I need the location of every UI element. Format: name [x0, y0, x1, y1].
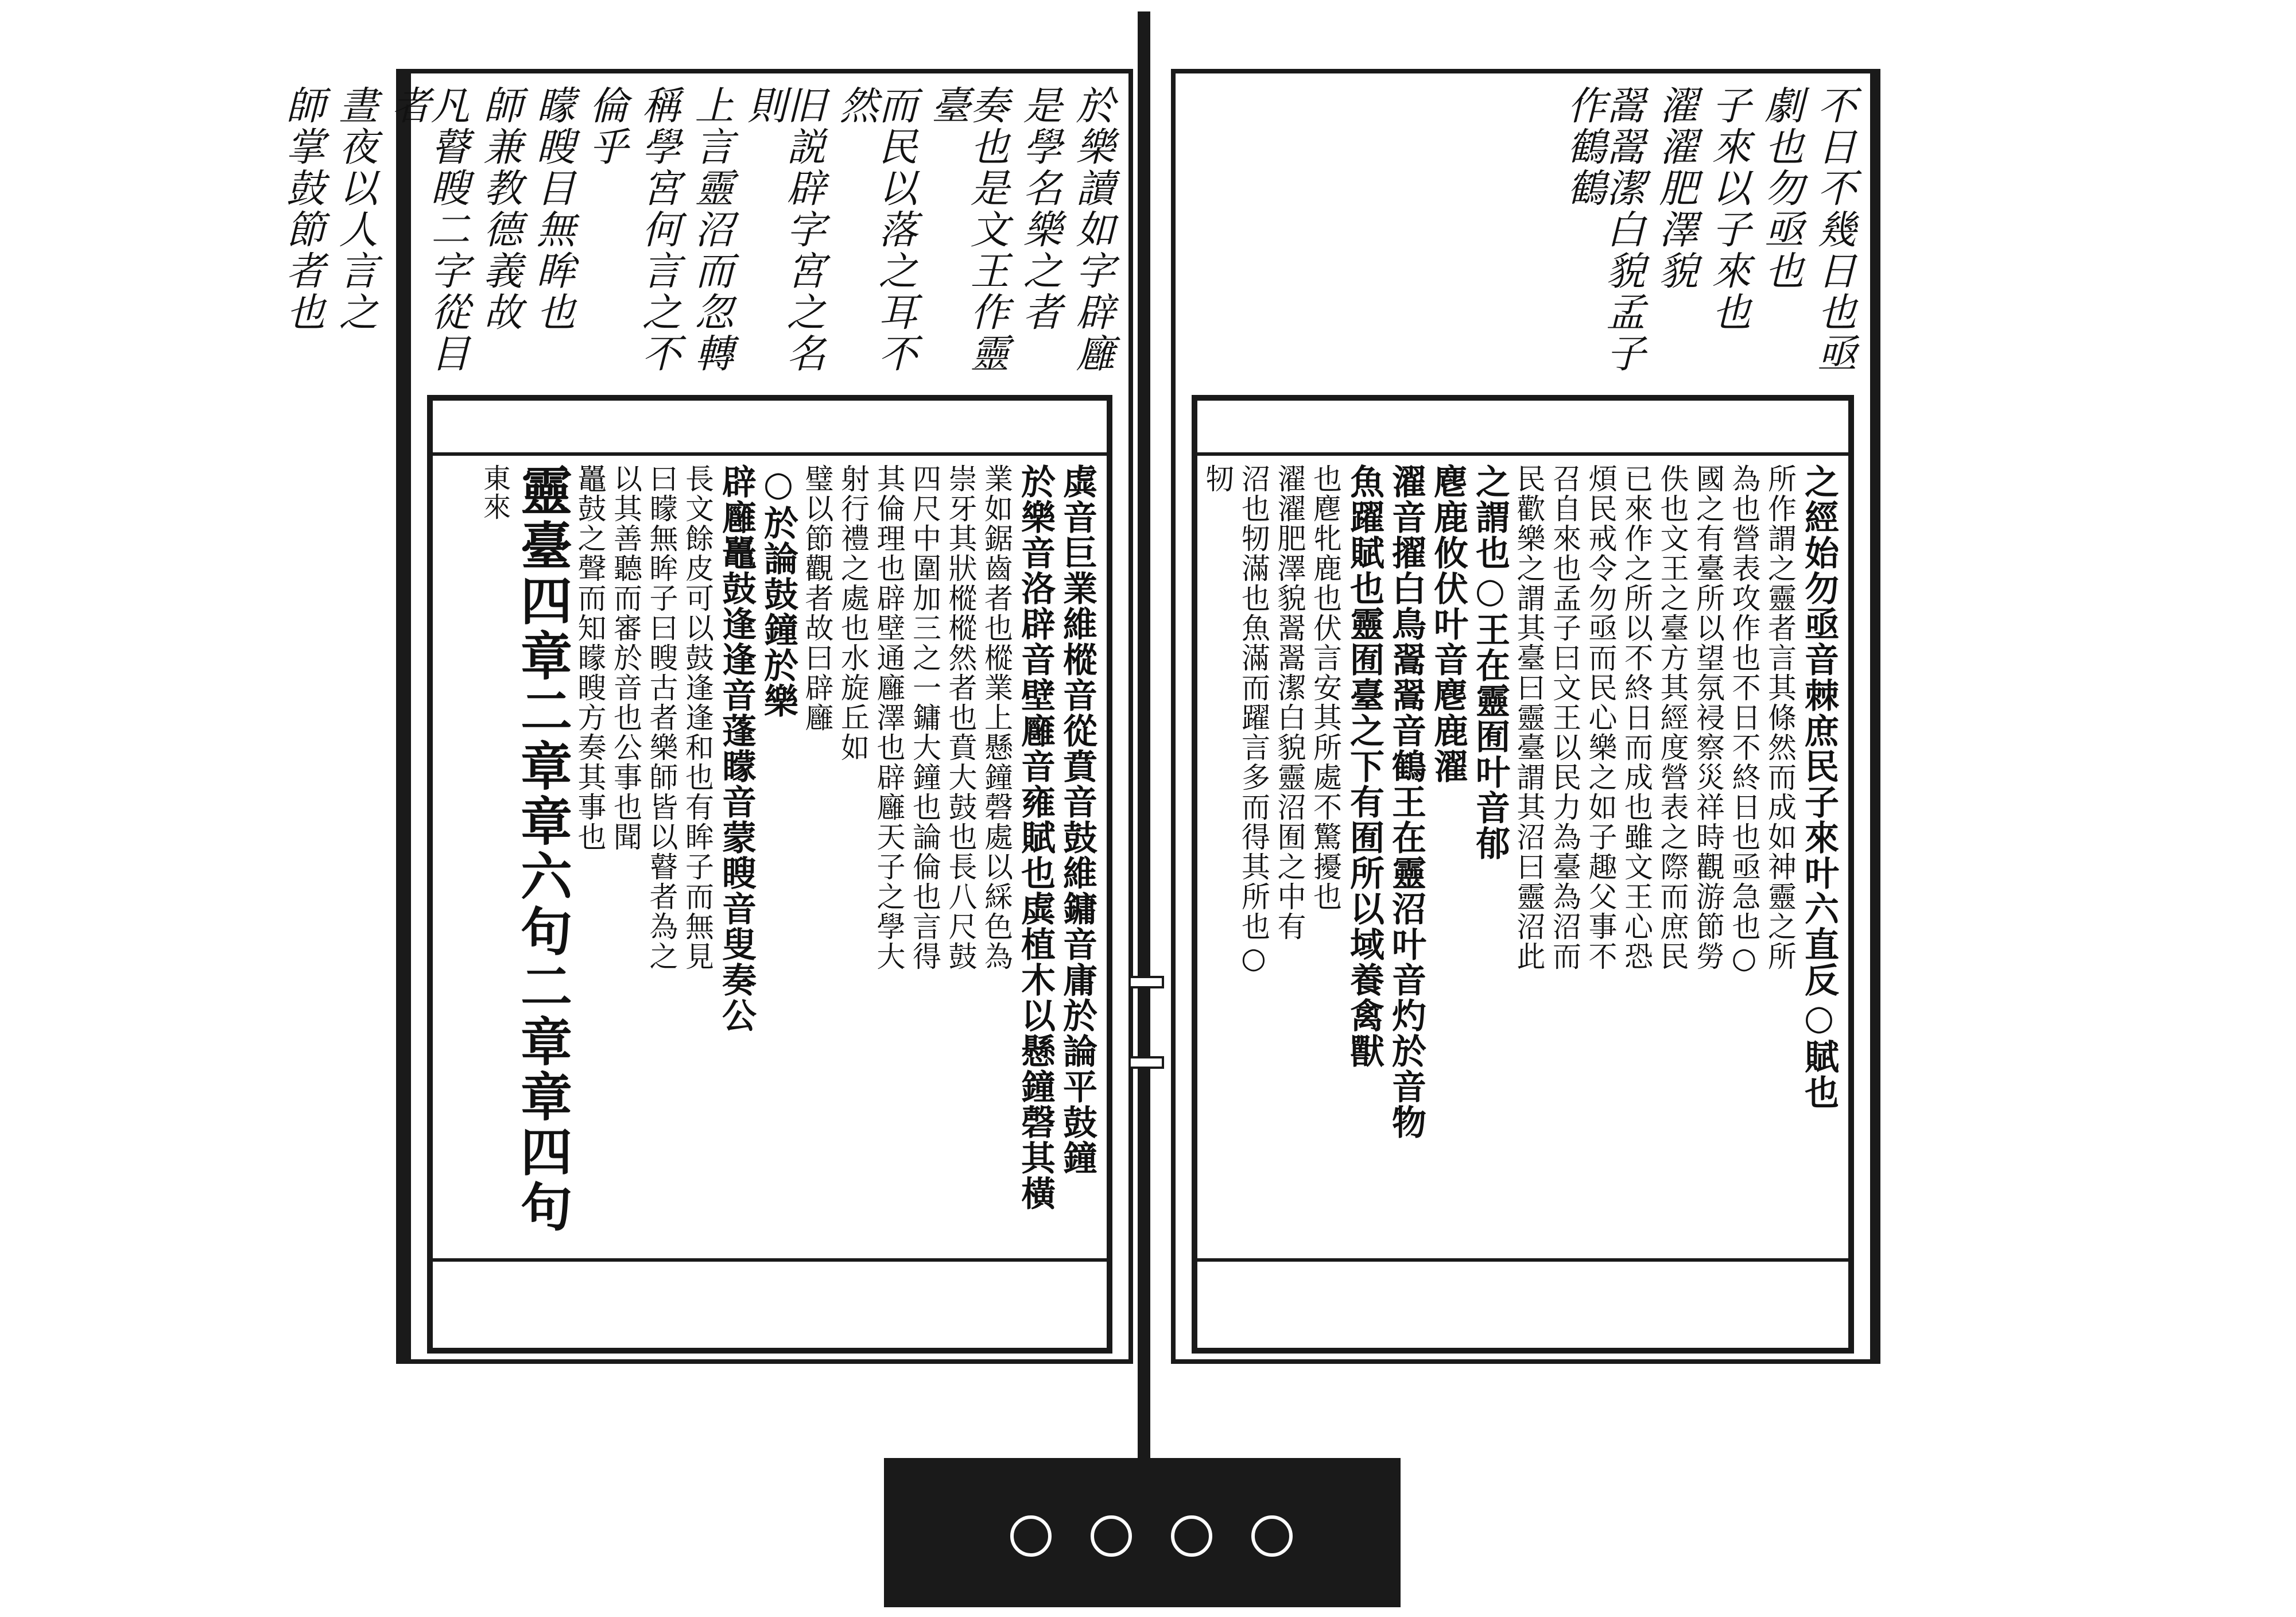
head-note: 子來以子來也: [1705, 85, 1751, 333]
head-note: 師掌鼓節者也: [280, 85, 325, 333]
text-column: 也麀牝鹿也伏言安其所處不驚擾也: [1309, 464, 1342, 912]
left-page: [280, 69, 1133, 1364]
text-column: 辟廱鼉鼓逢逢音蓬矇音蒙瞍音叟奏公: [716, 464, 757, 1033]
spine-clip: [1128, 1056, 1164, 1069]
text-column: 以其善聽而審於音也公事也聞: [609, 464, 642, 852]
text-column: 崇牙其狀樅樅然者也賁大鼓也長八尺鼓: [944, 464, 978, 971]
base-marker: [1251, 1515, 1293, 1557]
head-note: 旧説辟字宮之名則: [741, 85, 825, 374]
head-note: 倫乎: [583, 85, 628, 168]
head-note: 上言靈沼而忽轉: [688, 85, 734, 374]
text-column: 於樂音洛辟音壁廱音雍賦也虡植木以懸鐘磬其橫: [1015, 464, 1056, 1211]
spine-clip: [1128, 976, 1164, 988]
frame-top-band: [1197, 401, 1848, 456]
scanner-base: [884, 1458, 1401, 1607]
text-column: 麀鹿攸伏叶音麀鹿濯: [1428, 464, 1468, 784]
head-note: 翯翯潔白貌孟子作鶴鶴: [1561, 85, 1645, 374]
text-column: 煩民戒令勿亟而民心樂之如子趣父事不: [1584, 464, 1618, 971]
chapter-count-line: 靈臺四章二章章六句二章章四句: [511, 464, 572, 1235]
base-marker: [1091, 1515, 1132, 1557]
text-column: 魚躍賦也靈囿臺之下有囿所以域養禽獸: [1344, 464, 1384, 1069]
text-column: 長文餘皮可以鼓逢逢和也有眸子而無見: [681, 464, 714, 971]
head-note: 不日不幾日也亟: [1811, 85, 1856, 374]
text-column: 其倫理也辟壁通廱澤也辟廱天子之學大: [872, 464, 906, 971]
text-column: 民歡樂之謂其臺曰靈臺謂其沼曰靈沼此: [1512, 464, 1546, 971]
right-text-frame: [1192, 395, 1854, 1354]
footnote-char: 牣: [1201, 464, 1235, 494]
text-column: 虡音巨業維樅音從賁音鼓維鏞音庸於論平鼓鐘: [1057, 464, 1097, 1176]
frame-bottom-band: [1197, 1258, 1848, 1348]
left-head-notes: [280, 85, 1115, 383]
base-marker: [1010, 1515, 1052, 1557]
frame-top-band: [433, 401, 1107, 456]
right-page: [1171, 69, 1880, 1364]
head-note: 濯濯肥澤貌: [1653, 85, 1698, 292]
left-text-frame: [427, 395, 1112, 1354]
text-column: 所作謂之靈者言其條然而成如神靈之所: [1763, 464, 1797, 971]
chapter-tag: 東來: [478, 464, 511, 521]
head-note: 稱學宮何言之不: [635, 85, 681, 374]
head-note: 是學名樂之者: [1017, 85, 1062, 333]
text-column: 已來作之所以不終日而成也雖文王心恐: [1620, 464, 1653, 971]
head-note: 晝夜以人言之: [332, 85, 378, 333]
text-column: 曰矇無眸子曰瞍古者樂師皆以瞽者為之: [645, 464, 678, 971]
text-column: 佚也文王之臺方其經度營表之際而庶民: [1655, 464, 1689, 971]
text-column: 濯濯肥澤貌翯翯潔白貌靈沼囿之中有: [1273, 464, 1306, 941]
head-note: 師兼教德義故: [477, 85, 522, 333]
text-column: 沼也牣滿也魚滿而躍言多而得其所也○: [1237, 464, 1270, 976]
head-note: 劇也勿亟也: [1758, 85, 1804, 292]
right-head-notes: [1193, 85, 1856, 383]
head-note: 奏也是文王作靈臺: [925, 85, 1009, 374]
head-note: 矇瞍目無眸也: [530, 85, 575, 333]
text-column: 璧以節觀者故曰辟廱: [800, 464, 834, 732]
text-column: 為也營表攻作也不日不終日也亟急也○: [1727, 464, 1761, 976]
head-note: 而民以落之耳不然: [833, 85, 917, 374]
text-column: 之經始勿亟音棘庶民子來叶六直反○賦也: [1799, 464, 1839, 1110]
book-spine: [1138, 11, 1150, 1481]
text-column: 業如鋸齒者也樅業上懸鐘磬處以綵色為: [980, 464, 1013, 971]
text-column: 召自來也孟子曰文王以民力為臺為沼而: [1548, 464, 1581, 971]
frame-bottom-band: [433, 1258, 1107, 1348]
head-note: 於樂讀如字辟廱: [1069, 85, 1115, 374]
text-column: 濯音擢白鳥翯翯音鶴王在靈沼叶音灼於音物: [1386, 464, 1426, 1140]
text-column: 鼉鼓之聲而知矇瞍方奏其事也: [573, 464, 607, 852]
base-marker: [1171, 1515, 1212, 1557]
text-column: ○於論鼓鐘於樂: [758, 464, 798, 719]
text-column: 國之有臺所以望氛祲察災祥時觀游節勞: [1692, 464, 1725, 971]
head-note: 凡瞽瞍二字從目者: [385, 85, 470, 374]
text-column: 之謂也○王在靈囿叶音郁: [1470, 464, 1510, 861]
text-column: 四尺中圍加三之一鏞大鐘也論倫也言得: [908, 464, 941, 971]
right-text-columns: [1201, 464, 1839, 1253]
left-text-columns: [444, 464, 1095, 1253]
text-column: 射行禮之處也水旋丘如: [836, 464, 870, 762]
